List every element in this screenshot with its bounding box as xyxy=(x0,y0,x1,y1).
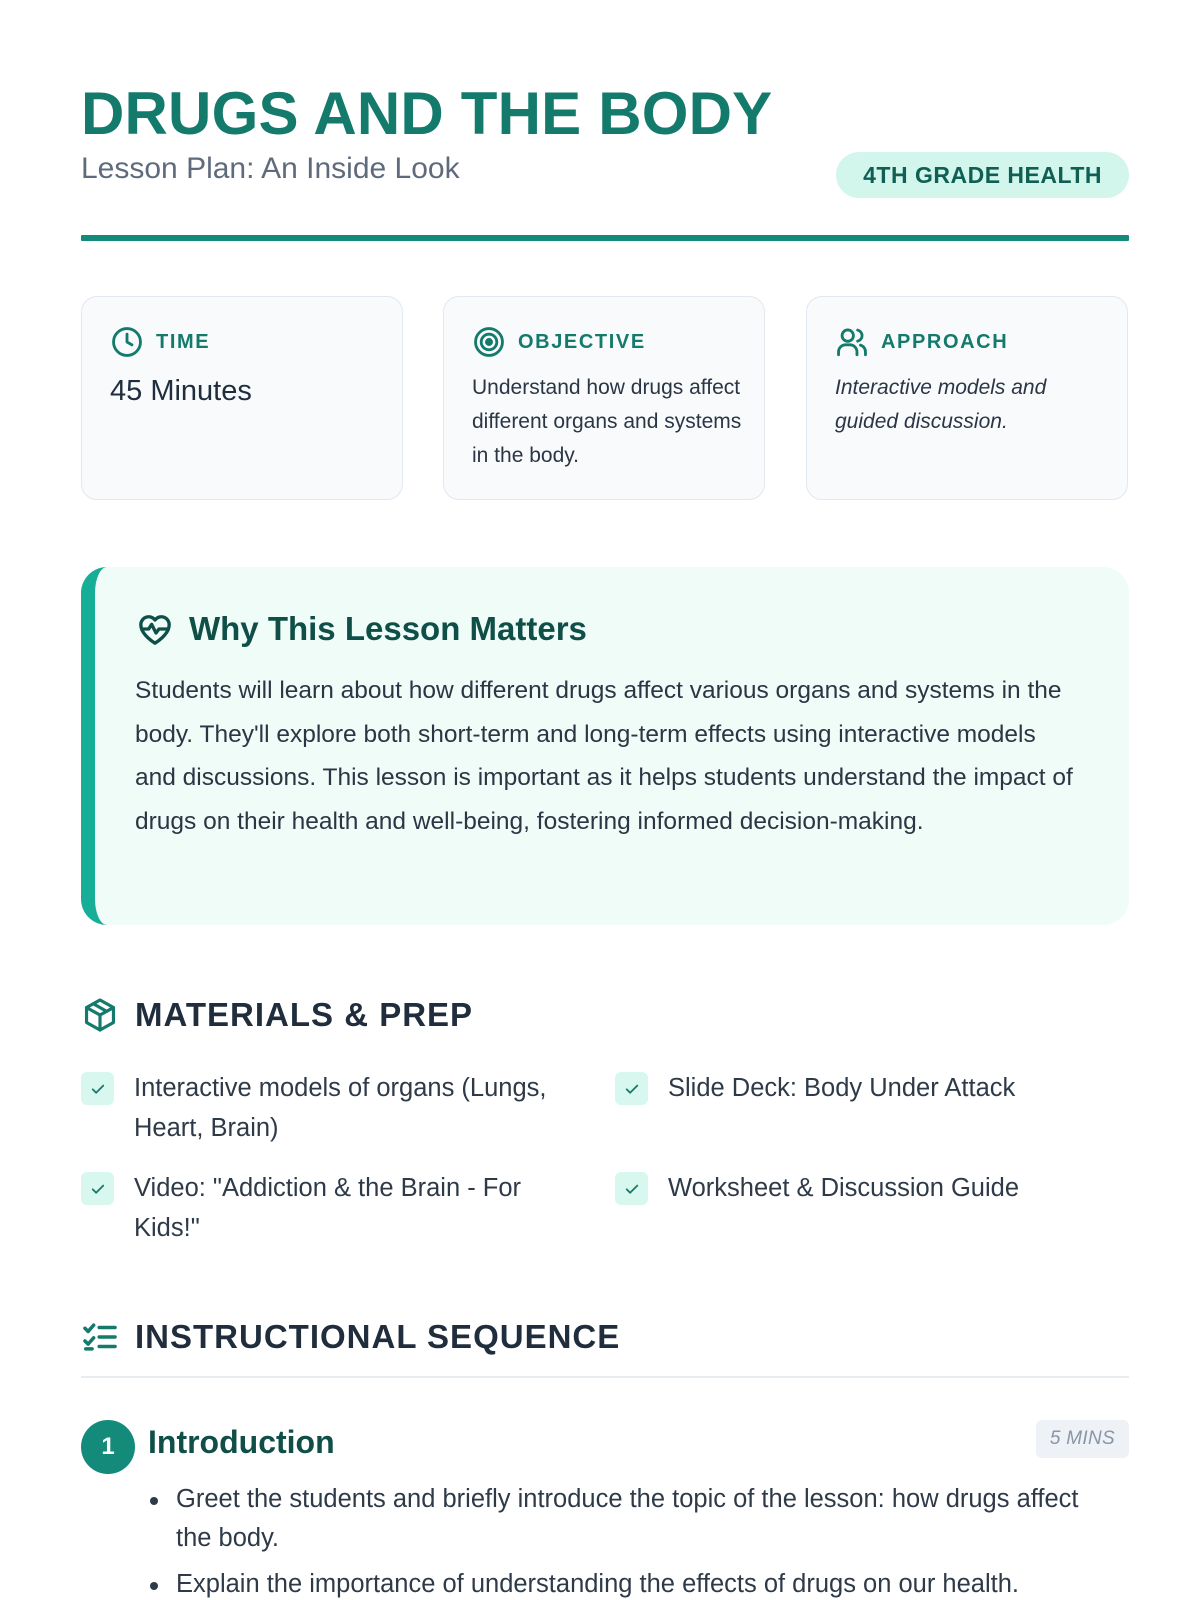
step-bullet-list xyxy=(176,1480,1121,1600)
step-duration-badge: 5 MINS xyxy=(1036,1420,1129,1458)
materials-title: MATERIALS & PREP xyxy=(135,996,474,1033)
step-bullet: Explain the importance of understanding the effects of drugs on our health. xyxy=(176,1565,1121,1600)
step-number: 1 xyxy=(81,1420,135,1474)
time-label: TIME xyxy=(156,330,211,353)
objective-label: OBJECTIVE xyxy=(518,330,646,353)
objective-text: Understand how drugs affect different organs and systems in the body. xyxy=(472,376,742,467)
target-icon xyxy=(472,325,506,359)
sequence-title: INSTRUCTIONAL SEQUENCE xyxy=(135,1318,621,1355)
sequence-divider xyxy=(81,1376,1129,1378)
approach-card xyxy=(806,296,1128,500)
time-card xyxy=(81,296,403,500)
clock-icon xyxy=(110,325,144,359)
approach-text: Interactive models and guided discussion. xyxy=(835,376,1047,433)
objective-card-header xyxy=(472,325,646,359)
grade-badge: 4TH GRADE HEALTH xyxy=(836,152,1129,198)
checklist-icon xyxy=(81,1318,119,1356)
check-icon xyxy=(615,1072,648,1105)
why-callout xyxy=(81,567,1129,925)
heart-pulse-icon xyxy=(135,609,175,649)
time-card-header xyxy=(110,325,210,359)
material-text: Interactive models of organs (Lungs, Heart, Brain) xyxy=(134,1074,547,1142)
why-header xyxy=(135,609,587,649)
check-icon xyxy=(81,1072,114,1105)
objective-card xyxy=(443,296,765,500)
time-value: 45 Minutes xyxy=(110,375,252,407)
approach-card-header xyxy=(835,325,1008,359)
why-text: Students will learn about how different drugs affect various organs and systems in the body. They'll explore both short-term and long-term effects using interactive models and discussions. This lesson is important as it helps students understand the impact of drugs on their health and well-being, fostering informed decision-making. xyxy=(135,677,1073,835)
page-title: DRUGS AND THE BODY xyxy=(81,80,773,147)
title-divider xyxy=(81,235,1129,241)
check-icon xyxy=(81,1172,114,1205)
material-text: Worksheet & Discussion Guide xyxy=(668,1174,1020,1202)
approach-label: APPROACH xyxy=(881,330,1009,353)
material-text: Slide Deck: Body Under Attack xyxy=(668,1074,1016,1102)
check-icon xyxy=(615,1172,648,1205)
page-subtitle: Lesson Plan: An Inside Look xyxy=(81,152,460,185)
users-icon xyxy=(835,325,869,359)
step-bullet: Greet the students and briefly introduce the topic of the lesson: how drugs affect the body. xyxy=(176,1480,1121,1558)
step-title: Introduction xyxy=(148,1424,335,1460)
sequence-header xyxy=(81,1318,620,1356)
why-title: Why This Lesson Matters xyxy=(189,610,587,647)
package-icon xyxy=(81,996,119,1034)
material-text: Video: "Addiction & the Brain - For Kids!" xyxy=(134,1174,522,1242)
materials-header xyxy=(81,996,473,1034)
